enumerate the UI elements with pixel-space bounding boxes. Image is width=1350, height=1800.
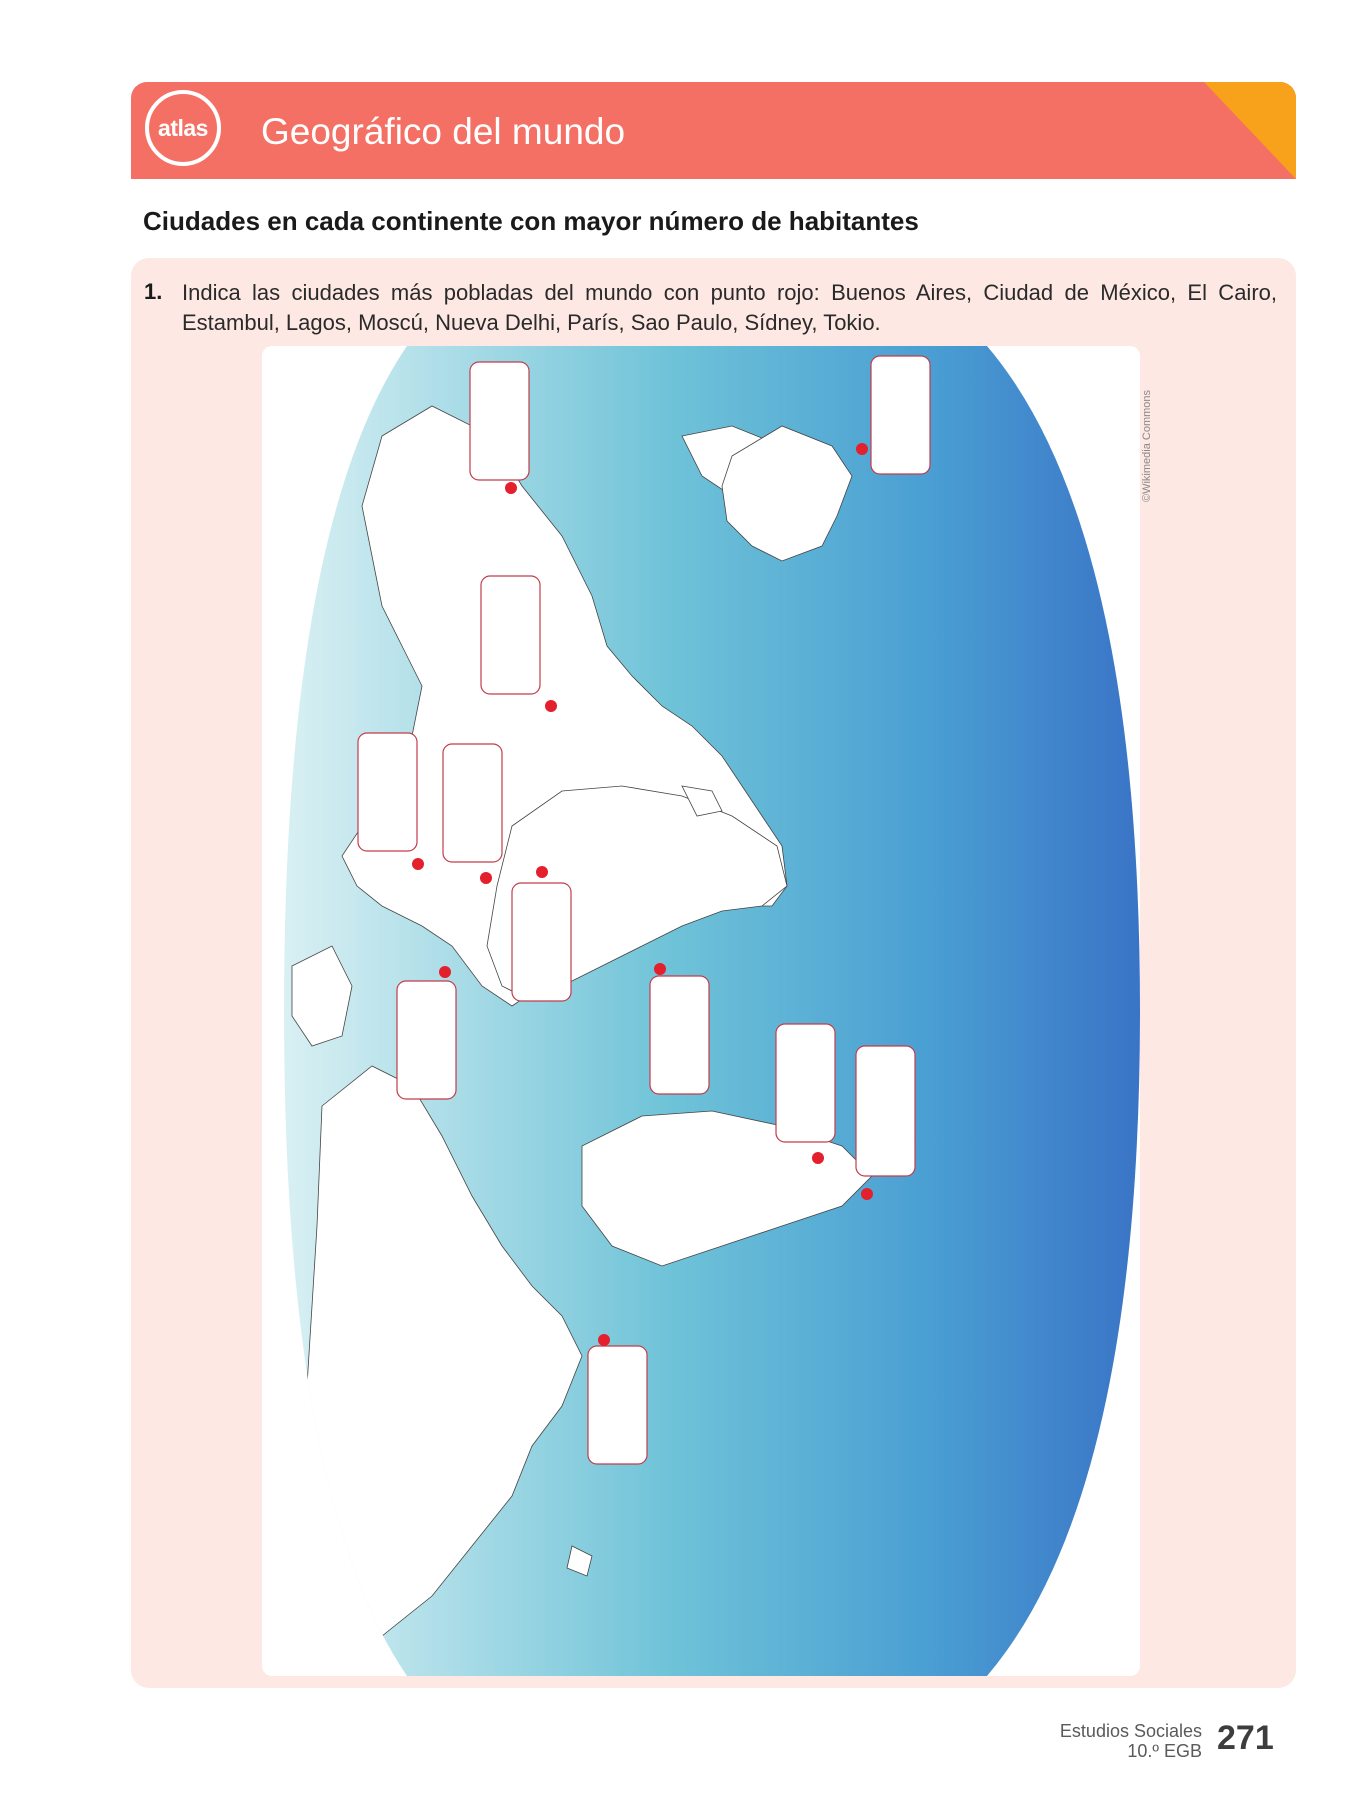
atlas-logo — [145, 90, 221, 166]
page-title: Geográfico del mundo — [261, 111, 626, 152]
answer-box[interactable] — [512, 883, 571, 1001]
section-title: Ciudades en cada continente con mayor número de habitantes — [143, 206, 919, 236]
city-marker[interactable] — [861, 1188, 873, 1200]
header-corner-accent — [1204, 82, 1296, 179]
city-marker[interactable] — [536, 866, 548, 878]
footer-subject — [1060, 1721, 1202, 1761]
atlas-header — [131, 82, 1296, 179]
city-marker[interactable] — [812, 1152, 824, 1164]
city-marker[interactable] — [856, 443, 868, 455]
answer-box[interactable] — [650, 976, 709, 1094]
world-map — [262, 346, 1140, 1676]
answer-box[interactable] — [871, 356, 930, 474]
atlas-logo-text: atlas — [158, 114, 208, 141]
answer-box[interactable] — [358, 733, 417, 851]
city-marker[interactable] — [598, 1334, 610, 1346]
page-number: 271 — [1217, 1719, 1274, 1757]
city-marker[interactable] — [439, 966, 451, 978]
question-number: 1. — [144, 279, 163, 304]
question-text: Indica las ciudades más pobladas del mundo con punto rojo: Buenos Aires, Ciudad de México, El Cairo, Estambul, Lagos, Moscú, Nueva Delhi, París, Sao Paulo, Sídney, Tokio. — [182, 280, 1277, 335]
answer-box[interactable] — [443, 744, 502, 862]
answer-box[interactable] — [481, 576, 540, 694]
answer-box[interactable] — [856, 1046, 915, 1176]
answer-box[interactable] — [470, 362, 529, 480]
answer-box[interactable] — [776, 1024, 835, 1142]
map-credit: ©Wikimedia Commons — [1141, 389, 1153, 502]
answer-box[interactable] — [397, 981, 456, 1099]
answer-box[interactable] — [588, 1346, 647, 1464]
footer-grade: 10.º EGB — [1127, 1741, 1202, 1761]
footer-subject-name: Estudios Sociales — [1059, 1721, 1202, 1741]
city-marker[interactable] — [412, 858, 424, 870]
city-marker[interactable] — [545, 700, 557, 712]
city-marker[interactable] — [480, 872, 492, 884]
city-marker[interactable] — [654, 963, 666, 975]
world-map-card — [262, 346, 1140, 1676]
city-marker[interactable] — [505, 482, 517, 494]
